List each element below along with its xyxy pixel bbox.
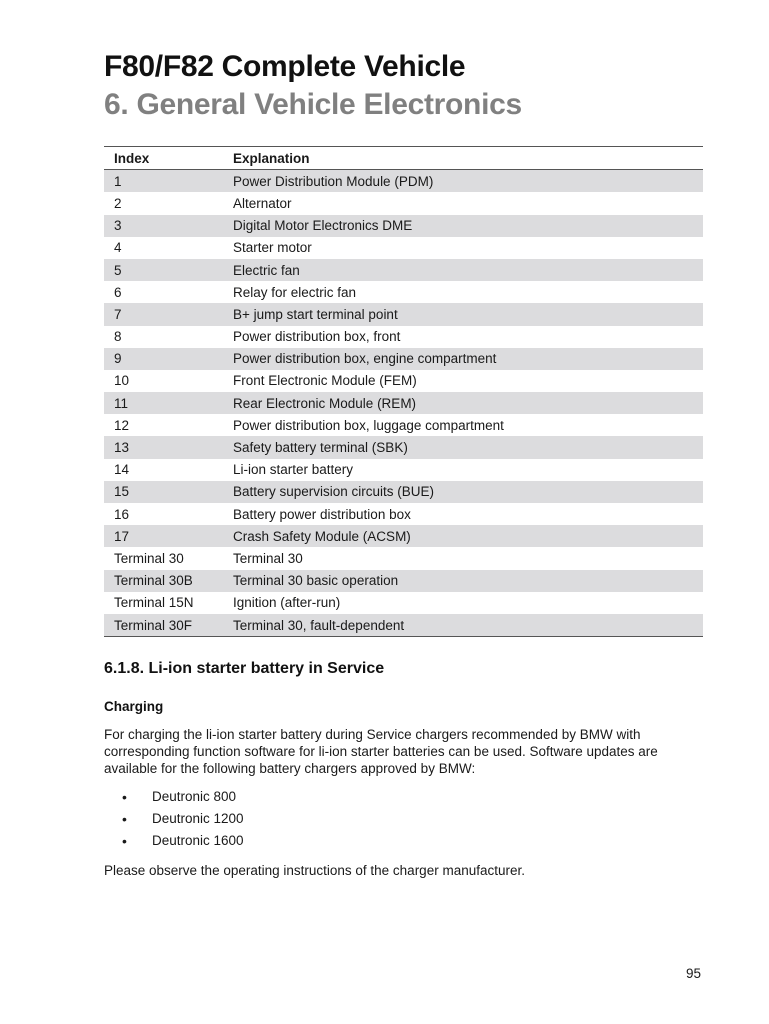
cell-index: 1 <box>104 170 223 193</box>
table-row <box>104 436 703 458</box>
list-item-label: Deutronic 1200 <box>152 811 244 827</box>
cell-index: Terminal 30B <box>104 570 223 592</box>
cell-index: 15 <box>104 481 223 503</box>
table-row <box>104 192 703 214</box>
table-row <box>104 392 703 414</box>
cell-explanation: Front Electronic Module (FEM) <box>233 373 417 389</box>
cell-explanation: Relay for electric fan <box>233 284 357 300</box>
bullet-icon: • <box>122 811 127 828</box>
charger-list <box>104 786 244 853</box>
column-header-explanation: Explanation <box>223 147 703 170</box>
cell-explanation: Power distribution box, front <box>233 329 401 345</box>
table-row <box>104 303 703 325</box>
cell-index: 5 <box>104 259 223 281</box>
cell-index: 11 <box>104 392 223 414</box>
table-header-row <box>104 147 703 170</box>
table-row <box>104 237 703 259</box>
cell-index: Terminal 30F <box>104 614 223 637</box>
table-row <box>104 592 703 614</box>
cell-index: 8 <box>114 329 122 345</box>
table-row <box>104 215 703 237</box>
table-row <box>104 414 703 436</box>
section-heading: 6.1.8. Li-ion starter battery in Service <box>104 660 385 677</box>
cell-explanation: Terminal 30 basic operation <box>223 570 703 592</box>
page-number: 95 <box>686 966 702 981</box>
cell-explanation: Crash Safety Module (ACSM) <box>223 525 703 547</box>
cell-index: 7 <box>104 303 223 325</box>
cell-index: 10 <box>114 373 130 389</box>
table-body <box>104 170 703 637</box>
table-row <box>104 547 703 569</box>
cell-explanation: Battery supervision circuits (BUE) <box>223 481 703 503</box>
table-row <box>104 503 703 525</box>
cell-index: Terminal 30 <box>114 550 184 566</box>
table-row <box>104 326 703 348</box>
legend-table <box>104 146 703 637</box>
list-item <box>104 786 244 808</box>
cell-index: 17 <box>104 525 223 547</box>
table-row <box>104 614 703 637</box>
table-row <box>104 525 703 547</box>
cell-explanation: Power Distribution Module (PDM) <box>223 170 703 193</box>
cell-explanation: Battery power distribution box <box>233 506 411 522</box>
cell-index: 14 <box>114 462 130 478</box>
cell-index: 12 <box>114 417 130 433</box>
cell-explanation: Digital Motor Electronics DME <box>223 215 703 237</box>
subsection-heading: Charging <box>104 699 164 714</box>
table-row <box>104 259 703 281</box>
list-item-label: Deutronic 800 <box>152 789 237 804</box>
cell-index: 4 <box>114 240 122 256</box>
instruction-note: Please observe the operating instructions of the charger manufacturer. <box>104 863 525 878</box>
cell-explanation: Electric fan <box>223 259 703 281</box>
cell-index: 16 <box>114 506 130 522</box>
cell-index: 3 <box>104 215 223 237</box>
table-row <box>104 170 703 193</box>
cell-explanation: Starter motor <box>233 240 312 256</box>
cell-explanation: Safety battery terminal (SBK) <box>223 436 703 458</box>
table-row <box>104 481 703 503</box>
cell-explanation: Li-ion starter battery <box>233 462 354 478</box>
table-row <box>104 570 703 592</box>
cell-index: 2 <box>114 195 122 211</box>
list-item-label: Deutronic 1600 <box>152 833 244 849</box>
table-row <box>104 281 703 303</box>
table-row <box>104 459 703 481</box>
table-row <box>104 370 703 392</box>
body-paragraph: For charging the li-ion starter battery during Service chargers recommended by BMW with corresponding function software for li-ion starter batteries can be used. Software updates are available for the following battery chargers approved by BMW: <box>104 727 658 776</box>
bullet-icon: • <box>122 789 127 805</box>
cell-explanation: Terminal 30, fault-dependent <box>223 614 703 637</box>
list-item <box>104 830 244 852</box>
cell-index: 6 <box>114 284 122 300</box>
bullet-icon: • <box>122 833 127 850</box>
column-header-index: Index <box>104 147 223 170</box>
document-title: F80/F82 Complete Vehicle <box>104 50 466 83</box>
cell-index: Terminal 15N <box>114 595 194 611</box>
cell-explanation: Rear Electronic Module (REM) <box>223 392 703 414</box>
chapter-title: 6. General Vehicle Electronics <box>104 88 522 121</box>
cell-explanation: Alternator <box>233 195 292 211</box>
list-item <box>104 808 244 830</box>
table-row <box>104 348 703 370</box>
cell-explanation: Power distribution box, luggage compartment <box>233 417 504 433</box>
cell-index: 13 <box>104 436 223 458</box>
cell-explanation: Terminal 30 <box>233 550 303 566</box>
cell-index: 9 <box>104 348 223 370</box>
cell-explanation: Ignition (after-run) <box>233 595 341 611</box>
cell-explanation: B+ jump start terminal point <box>223 303 703 325</box>
cell-explanation: Power distribution box, engine compartment <box>223 348 703 370</box>
